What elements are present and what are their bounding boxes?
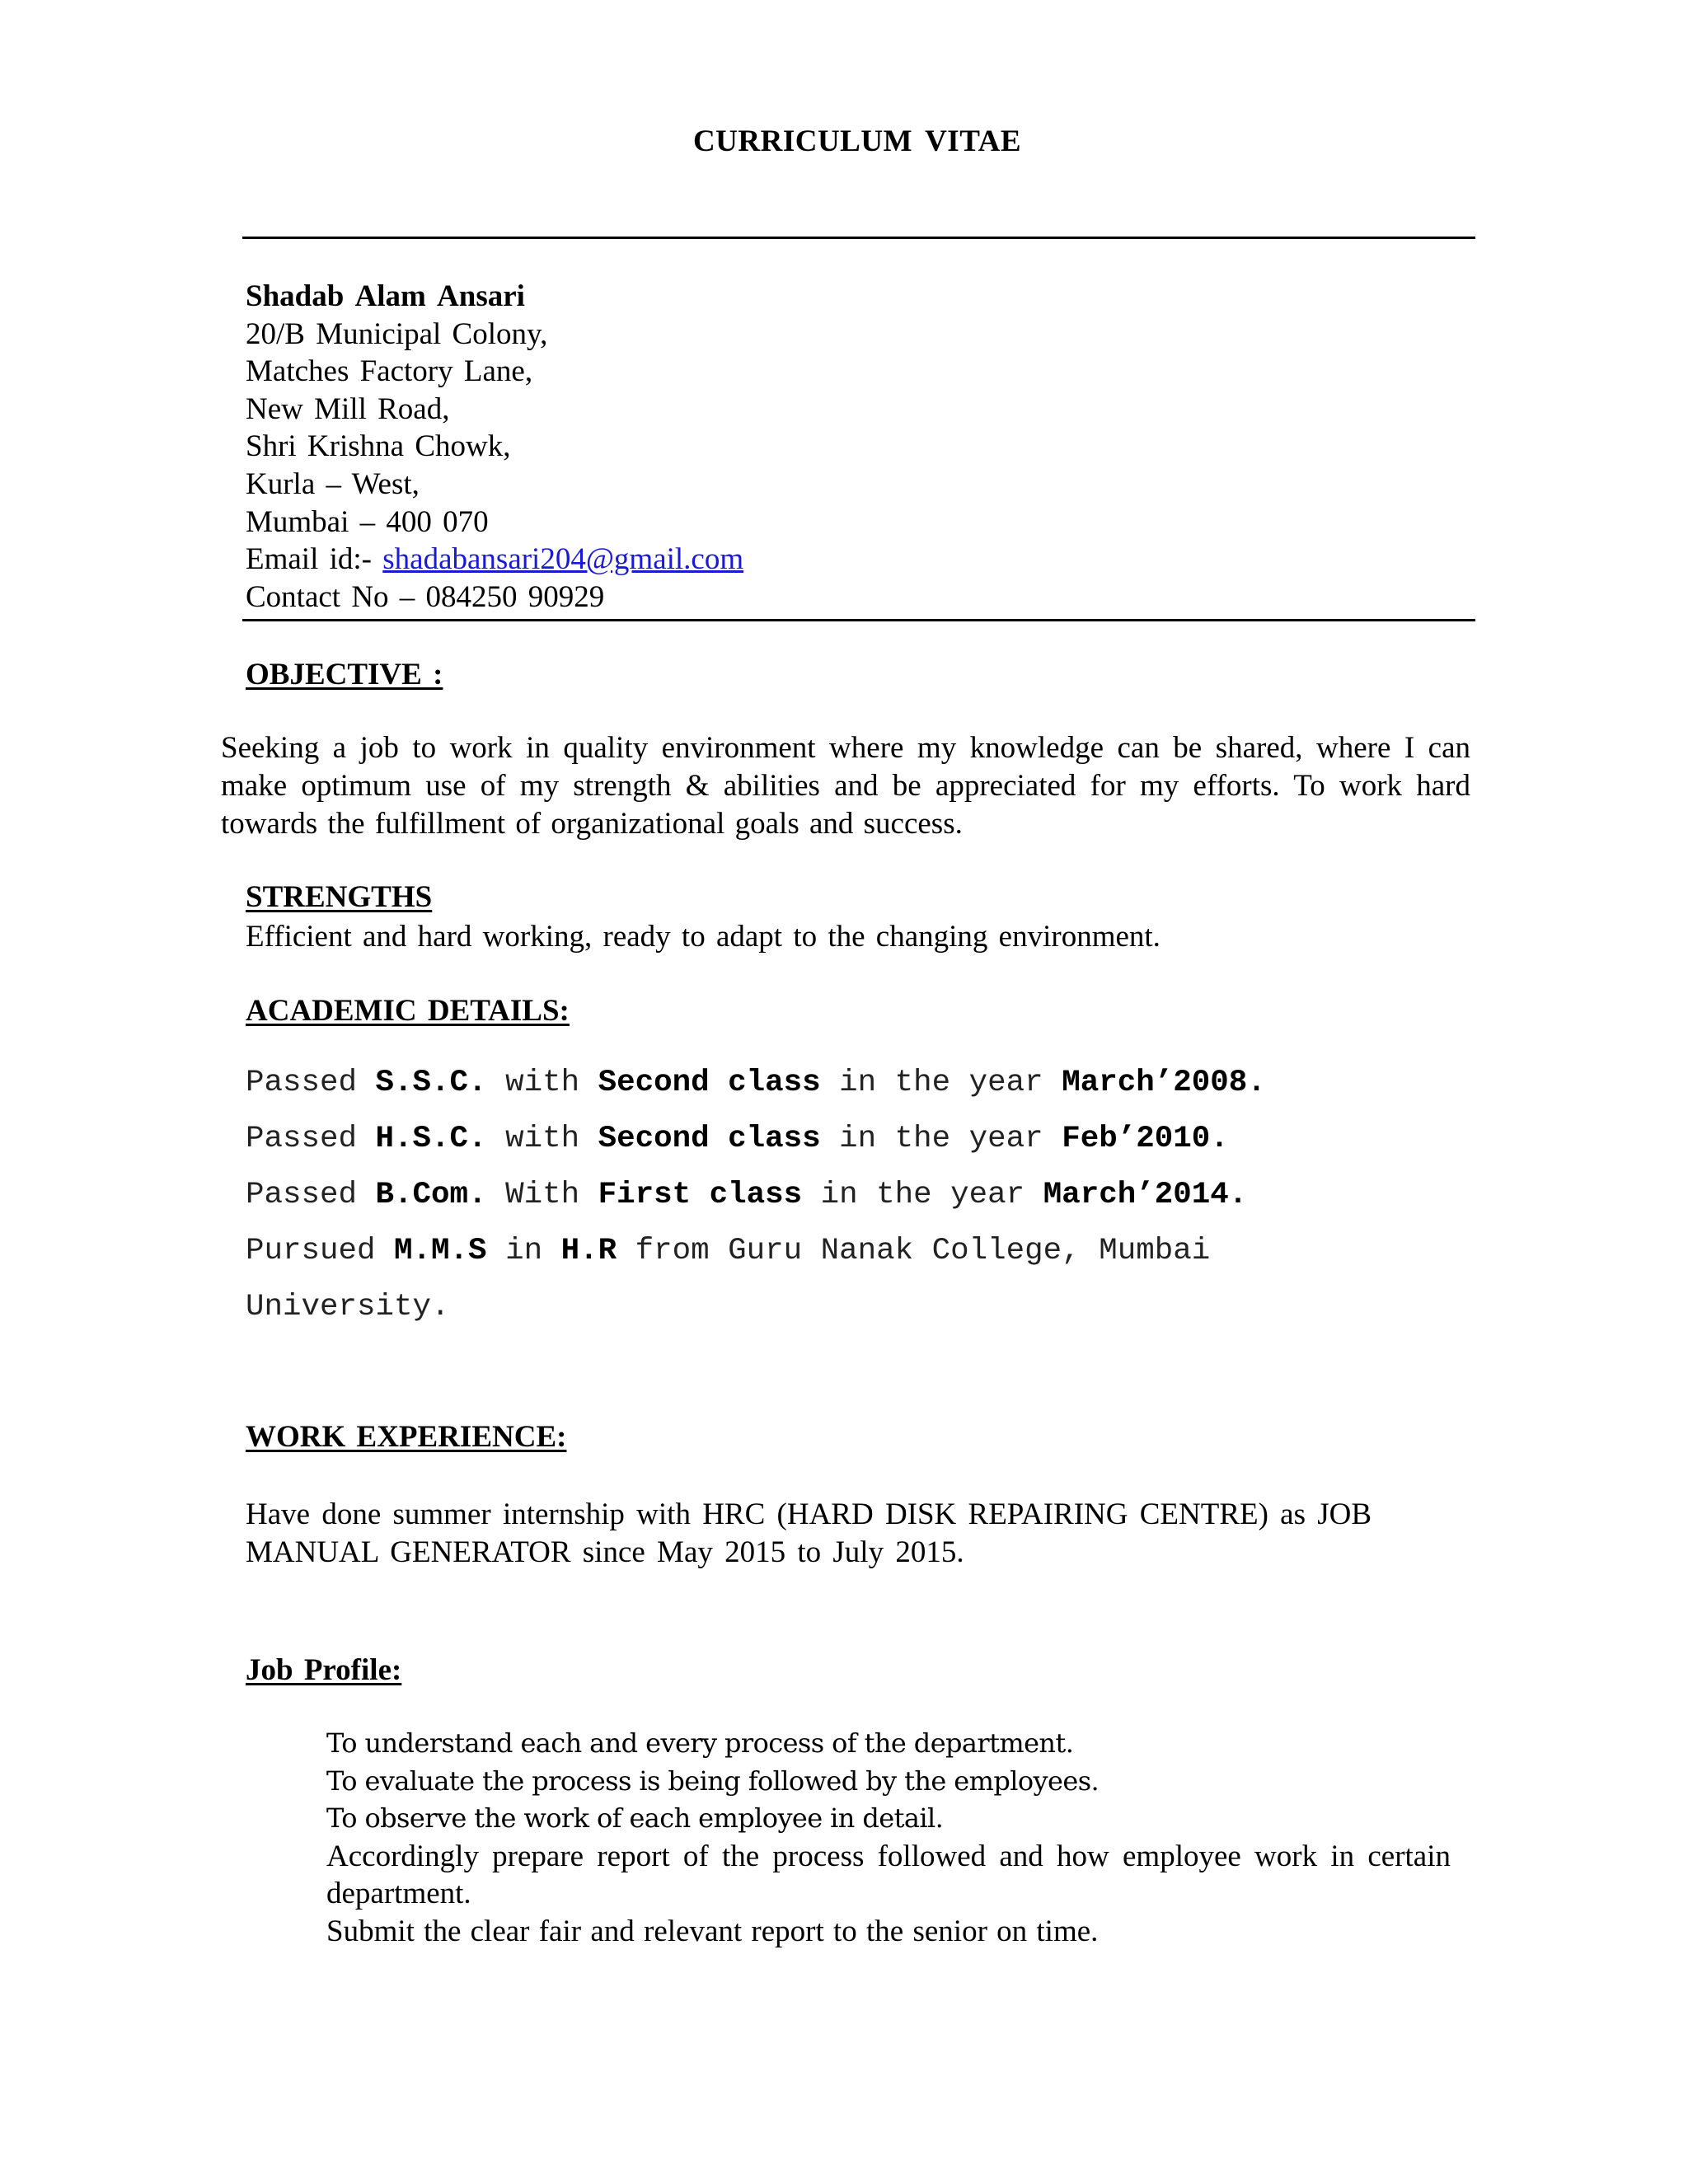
- address-line: New Mill Road,: [246, 391, 450, 426]
- strengths-text: Efficient and hard working, ready to adapt to the changing environment.: [246, 920, 1160, 954]
- address-line: Kurla – West,: [246, 466, 420, 501]
- objective-text: Seeking a job to work in quality environment where my knowledge can be shared, where I can make optimum use of my strength & abilities and be appreciated for my efforts. To work hard towards the fulfillment of organizational goals and success.: [221, 731, 1470, 841]
- academic-entry-continuation: University.: [246, 1290, 450, 1324]
- email-line: [246, 541, 743, 579]
- address-line: 20/B Municipal Colony,: [246, 316, 548, 351]
- job-profile-item: To understand each and every process of the department.: [326, 1727, 1074, 1759]
- job-profile-item: department.: [326, 1877, 471, 1911]
- contact-block: [246, 278, 743, 616]
- academic-entry: Passed B.Com. With First class in the year March’2014.: [246, 1178, 1248, 1212]
- work-experience-text: Have done summer internship with HRC (HARD DISK REPAIRING CENTRE) as JOB MANUAL GENERATOR since May 2015 to July 2015.: [246, 1497, 1372, 1569]
- document-title: CURRICULUM VITAE: [692, 124, 1022, 158]
- job-profile-item: Submit the clear fair and relevant report to the senior on time.: [326, 1914, 1099, 1948]
- job-profile-item: To evaluate the process is being followed by the employees.: [326, 1765, 1100, 1797]
- email-link[interactable]: shadabansari204@gmail.com: [382, 542, 744, 577]
- academic-details: [246, 1063, 1266, 1343]
- address-line: Matches Factory Lane,: [246, 354, 533, 389]
- strengths-heading: STRENGTHS: [246, 880, 433, 914]
- academic-entry: Passed S.S.C. with Second class in the year March’2008.: [246, 1066, 1266, 1100]
- contact-divider: [242, 619, 1475, 621]
- academic-entry: Passed H.S.C. with Second class in the year Feb’2010.: [246, 1122, 1229, 1156]
- email-label: Email id:-: [246, 542, 372, 577]
- job-profile-item: Accordingly prepare report of the process followed and how employee work in certain: [326, 1839, 1451, 1873]
- job-profile-heading: Job Profile:: [246, 1653, 402, 1687]
- candidate-name: Shadab Alam Ansari: [246, 279, 525, 313]
- phone-line: Contact No – 084250 90929: [246, 579, 605, 614]
- work-experience-heading: WORK EXPERIENCE:: [246, 1420, 567, 1454]
- top-divider: [242, 237, 1475, 239]
- address-line: Shri Krishna Chowk,: [246, 429, 511, 464]
- job-profile-list: [326, 1725, 1451, 1951]
- job-profile-item: To observe the work of each employee in detail.: [326, 1802, 944, 1835]
- objective-heading: OBJECTIVE :: [246, 658, 443, 691]
- academic-heading: ACADEMIC DETAILS:: [246, 994, 570, 1028]
- address-line: Mumbai – 400 070: [246, 504, 489, 539]
- academic-entry-pursued: Pursued M.M.S in H.R from Guru Nanak College, Mumbai: [246, 1234, 1211, 1268]
